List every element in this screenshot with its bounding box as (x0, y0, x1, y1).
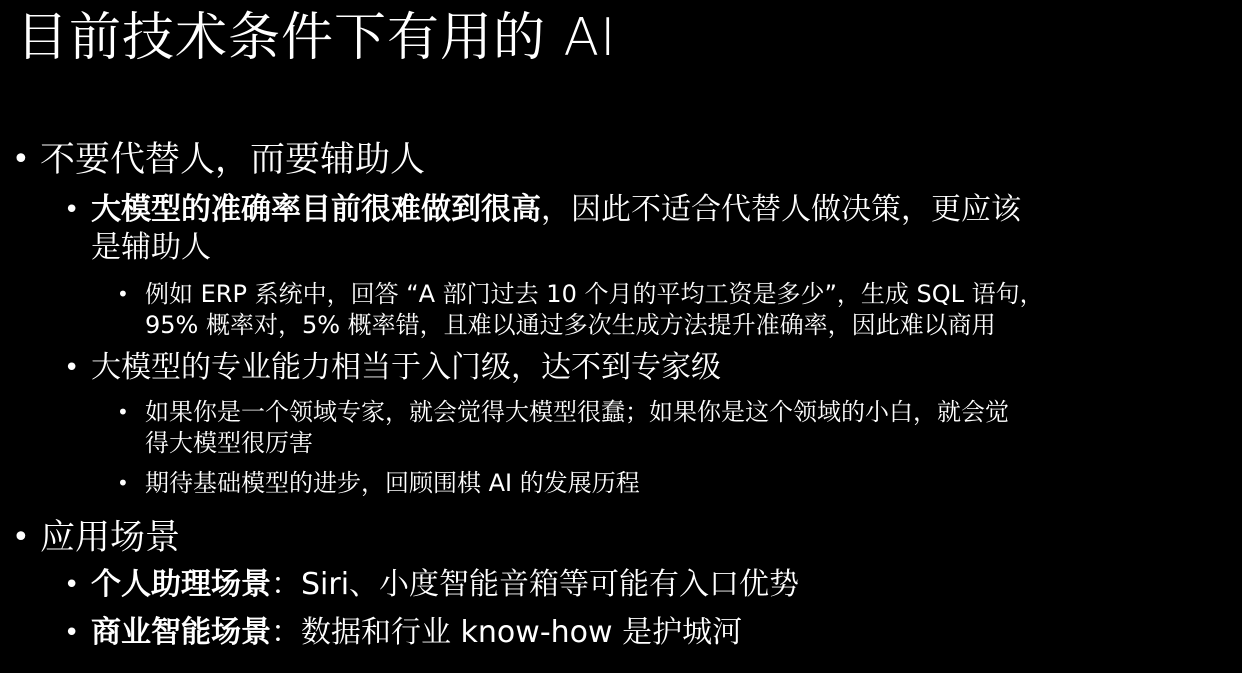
section-heading-1: 不要代替人，而要辅助人 (40, 140, 426, 180)
bullet-icon: • (117, 282, 129, 306)
list-item-bi (91, 614, 742, 652)
list-item-assistant-rest: ：Siri、小度智能音箱等可能有入口优势 (271, 567, 800, 602)
sub-item-go-ai: 期待基础模型的进步，回顾围棋 AI 的发展历程 (145, 469, 640, 497)
sub-item-erp-line1: 例如 ERP 系统中，回答 “A 部门过去 10 个月的平均工资是多少”，生成 SQL 语句， (145, 280, 1044, 308)
list-item-accuracy (91, 191, 1021, 229)
slide-title: 目前技术条件下有用的 AI (16, 8, 617, 68)
list-item-expertise: 大模型的专业能力相当于入门级，达不到专家级 (91, 350, 721, 385)
list-item-accuracy-bold: 大模型的准确率目前很难做到很高 (91, 192, 541, 227)
bullet-icon: • (117, 400, 129, 424)
bullet-icon: • (64, 570, 80, 600)
bullet-icon: • (12, 520, 30, 555)
bullet-icon: • (12, 142, 30, 177)
list-item-accuracy-cont: 是辅助人 (91, 230, 211, 265)
section-heading-2: 应用场景 (40, 518, 181, 558)
bullet-icon: • (64, 618, 80, 648)
bullet-icon: • (64, 353, 80, 383)
sub-item-erp-line2: 95% 概率对，5% 概率错，且难以通过多次生成方法提升准确率，因此难以商用 (145, 311, 996, 339)
list-item-bi-rest: ：数据和行业 know-how 是护城河 (271, 615, 743, 650)
bullet-icon: • (117, 471, 129, 495)
list-item-assistant-bold: 个人助理场景 (91, 567, 271, 602)
list-item-bi-bold: 商业智能场景 (91, 615, 271, 650)
bullet-icon: • (64, 195, 80, 225)
sub-item-expert-line1: 如果你是一个领域专家，就会觉得大模型很蠢；如果你是这个领域的小白，就会觉 (145, 398, 1009, 426)
list-item-assistant (91, 566, 799, 604)
list-item-accuracy-rest: ，因此不适合代替人做决策，更应该 (541, 192, 1021, 227)
sub-item-expert-line2: 得大模型很厉害 (145, 429, 313, 457)
